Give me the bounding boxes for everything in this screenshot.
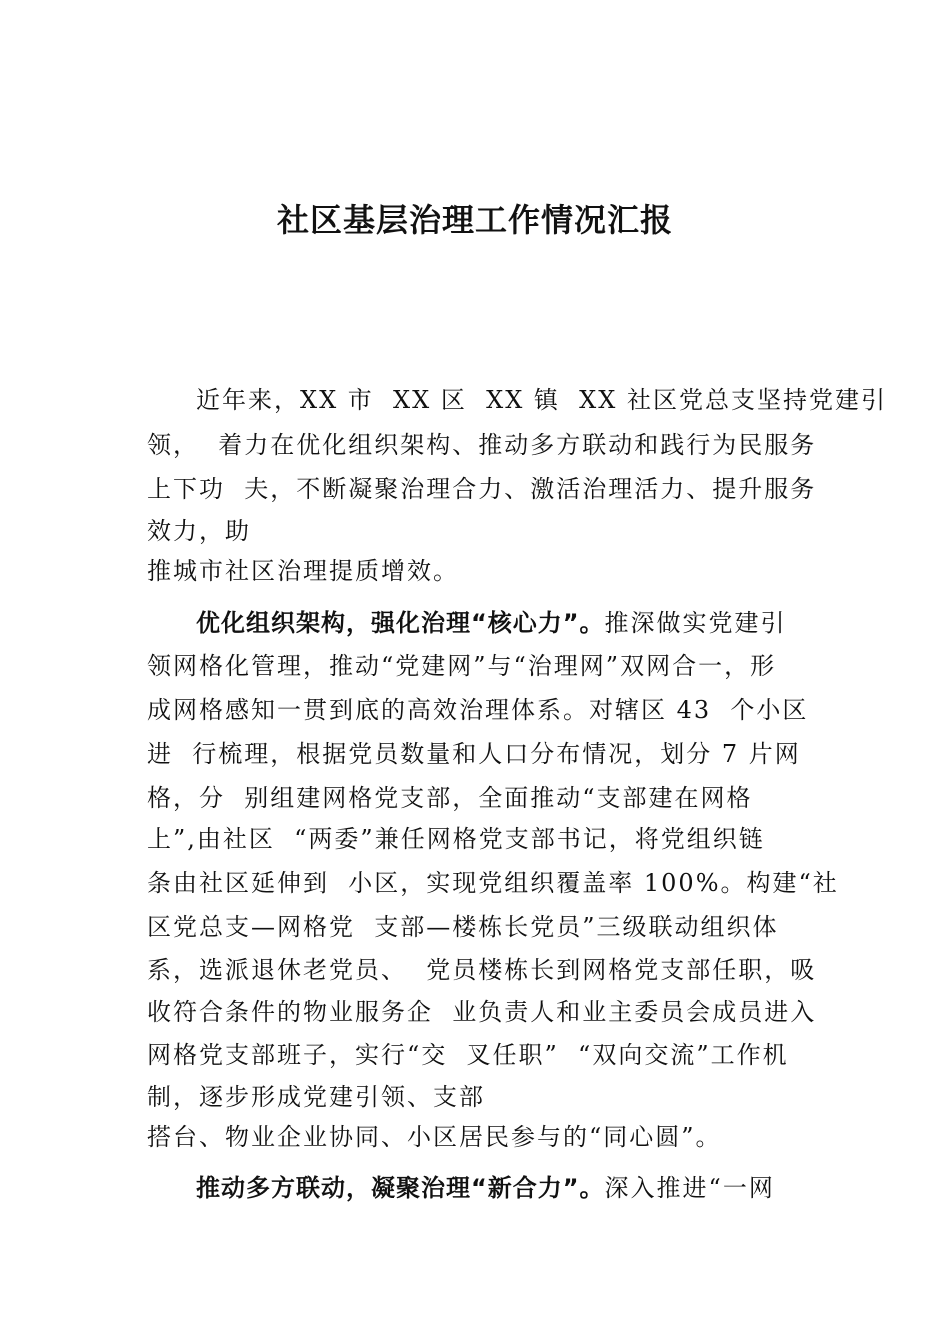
paragraph-2-line: 进 行梳理，根据党员数量和人口分布情况，划分 7 片网 [147,740,801,768]
document-title: 社区基层治理工作情况汇报 [276,201,673,239]
paragraph-2-line: 制，逐步形成党建引领、支部 [147,1083,485,1111]
paragraph-2-line: 成网格感知一贯到底的高效治理体系。对辖区 43 个小区 [147,696,809,724]
paragraph-2-line: 搭台、物业企业协同、小区居民参与的“同心圆”。 [147,1123,722,1151]
paragraph-2-heading: 优化组织架构，强化治理“核心力”。 [196,609,605,637]
paragraph-2-first-line [196,608,787,638]
paragraph-2-line: 领网格化管理，推动“党建网”与“治理网”双网合一，形 [147,652,777,680]
paragraph-3-first-line [196,1173,775,1203]
paragraph-2-line: 区党总支—网格党 支部—楼栋长党员”三级联动组织体 [147,913,779,941]
paragraph-2-line: 收符合条件的物业服务企 业负责人和业主委员会成员进入 [147,998,817,1026]
paragraph-2-line: 系，选派退休老党员、 党员楼栋长到网格党支部任职，吸 [147,956,817,984]
paragraph-1-line: 上下功 夫，不断凝聚治理合力、激活治理活力、提升服务 [147,475,817,503]
paragraph-2-line: 格，分 别组建网格党支部，全面推动“支部建在网格 [147,784,753,812]
paragraph-2-line: 上”,由社区 “两委”兼任网格党支部书记，将党组织链 [147,825,765,853]
paragraph-2-line: 网格党支部班子，实行“交 叉任职” “双向交流”工作机 [147,1041,789,1069]
paragraph-1-line: 领， 着力在优化组织架构、推动多方联动和践行为民服务 [147,431,817,459]
paragraph-3-text: 深入推进“一网 [604,1174,775,1202]
paragraph-2-line: 条由社区延伸到 小区，实现党组织覆盖率 100%。构建“社 [147,869,839,897]
paragraph-1-line: 推城市社区治理提质增效。 [147,557,459,585]
paragraph-2-text: 推深做实党建引 [604,609,787,637]
paragraph-1-line: 效力，助 [147,517,251,545]
paragraph-1-line: 近年来，XX 市 XX 区 XX 镇 XX 社区党总支坚持党建引 [196,386,887,414]
paragraph-3-heading: 推动多方联动，凝聚治理“新合力”。 [196,1174,605,1202]
